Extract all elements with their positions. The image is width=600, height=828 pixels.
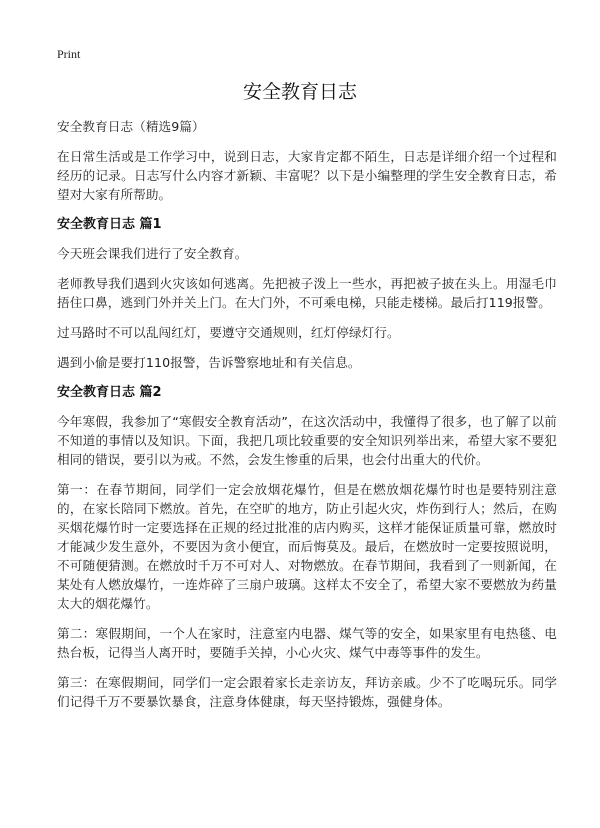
section-paragraph: 第一：在春节期间，同学们一定会放烟花爆竹，但是在燃放烟花爆竹时也是要特别注意的，在家长陪同下燃放。首先，在空旷的地方，防止引起火灾，炸伤到行人；然后，在购买烟花爆竹时一定要选择在正规的经过批准的店内购买，这样才能保证质量可靠，燃放时才能减少发生意外，不要因为贪小便宜，而后悔莫及。最后，在燃放时一定要按照说明，不可随便猜测。在燃放时千万不可对人、对物燃放。在春节期间，我看到了一则新闻，在某处有人燃放爆竹，一连炸碎了三扇户玻璃。这样太不安全了，希望大家不要燃放为药量太大的烟花爆竹。 <box>57 482 557 611</box>
section-heading: 安全教育日志 篇2 <box>57 385 162 400</box>
section-heading: 安全教育日志 篇1 <box>57 217 162 232</box>
page-title: 安全教育日志 <box>242 81 357 103</box>
print-link[interactable]: Print <box>57 47 81 61</box>
section-paragraph: 第二：寒假期间，一个人在家时，注意室内电器、煤气等的安全，如果家里有电热毯、电热台板，记得当人离开时，要随手关掉，小心火灾、煤气中毒等事件的发生。 <box>57 626 557 660</box>
document-body <box>57 117 557 722</box>
section-paragraph: 老师教导我们遇到火灾该如何逃离。先把被子泼上一些水，再把被子披在头上。用湿毛巾捂住口鼻，逃到门外并关上门。在大门外，不可乘电梯，只能走楼梯。最后打119报警。 <box>57 276 557 310</box>
intro-paragraph: 在日常生活或是工作学习中，说到日志，大家肯定都不陌生，日志是详细介绍一个过程和经历的记录。日志写什么内容才新颖、丰富呢？以下是小编整理的学生安全教育日志，希望对大家有所帮助。 <box>57 149 557 202</box>
section-paragraph: 过马路时不可以乱闯红灯，要遵守交通规则，红灯停绿灯行。 <box>57 325 400 340</box>
document-subtitle: 安全教育日志（精选9篇） <box>57 119 205 134</box>
section-paragraph: 遇到小偷是要打110报警，告诉警察地址和有关信息。 <box>57 355 361 370</box>
section-paragraph: 第三：在寒假期间，同学们一定会跟着家长走亲访友，拜访亲戚。少不了吃喝玩乐。同学们记得千万不要暴饮暴食，注意身体健康，每天坚持锻炼，强健身体。 <box>57 675 557 709</box>
section-paragraph: 今年寒假，我参加了“寒假安全教育活动”，在这次活动中，我懂得了很多，也了解了以前不知道的事情以及知识。下面，我把几项比较重要的安全知识列举出来，希望大家不要犯相同的错误，要引以为戒。不然，会发生惨重的后果，也会付出重大的代价。 <box>57 414 557 467</box>
section-paragraph: 今天班会课我们进行了安全教育。 <box>57 246 248 261</box>
